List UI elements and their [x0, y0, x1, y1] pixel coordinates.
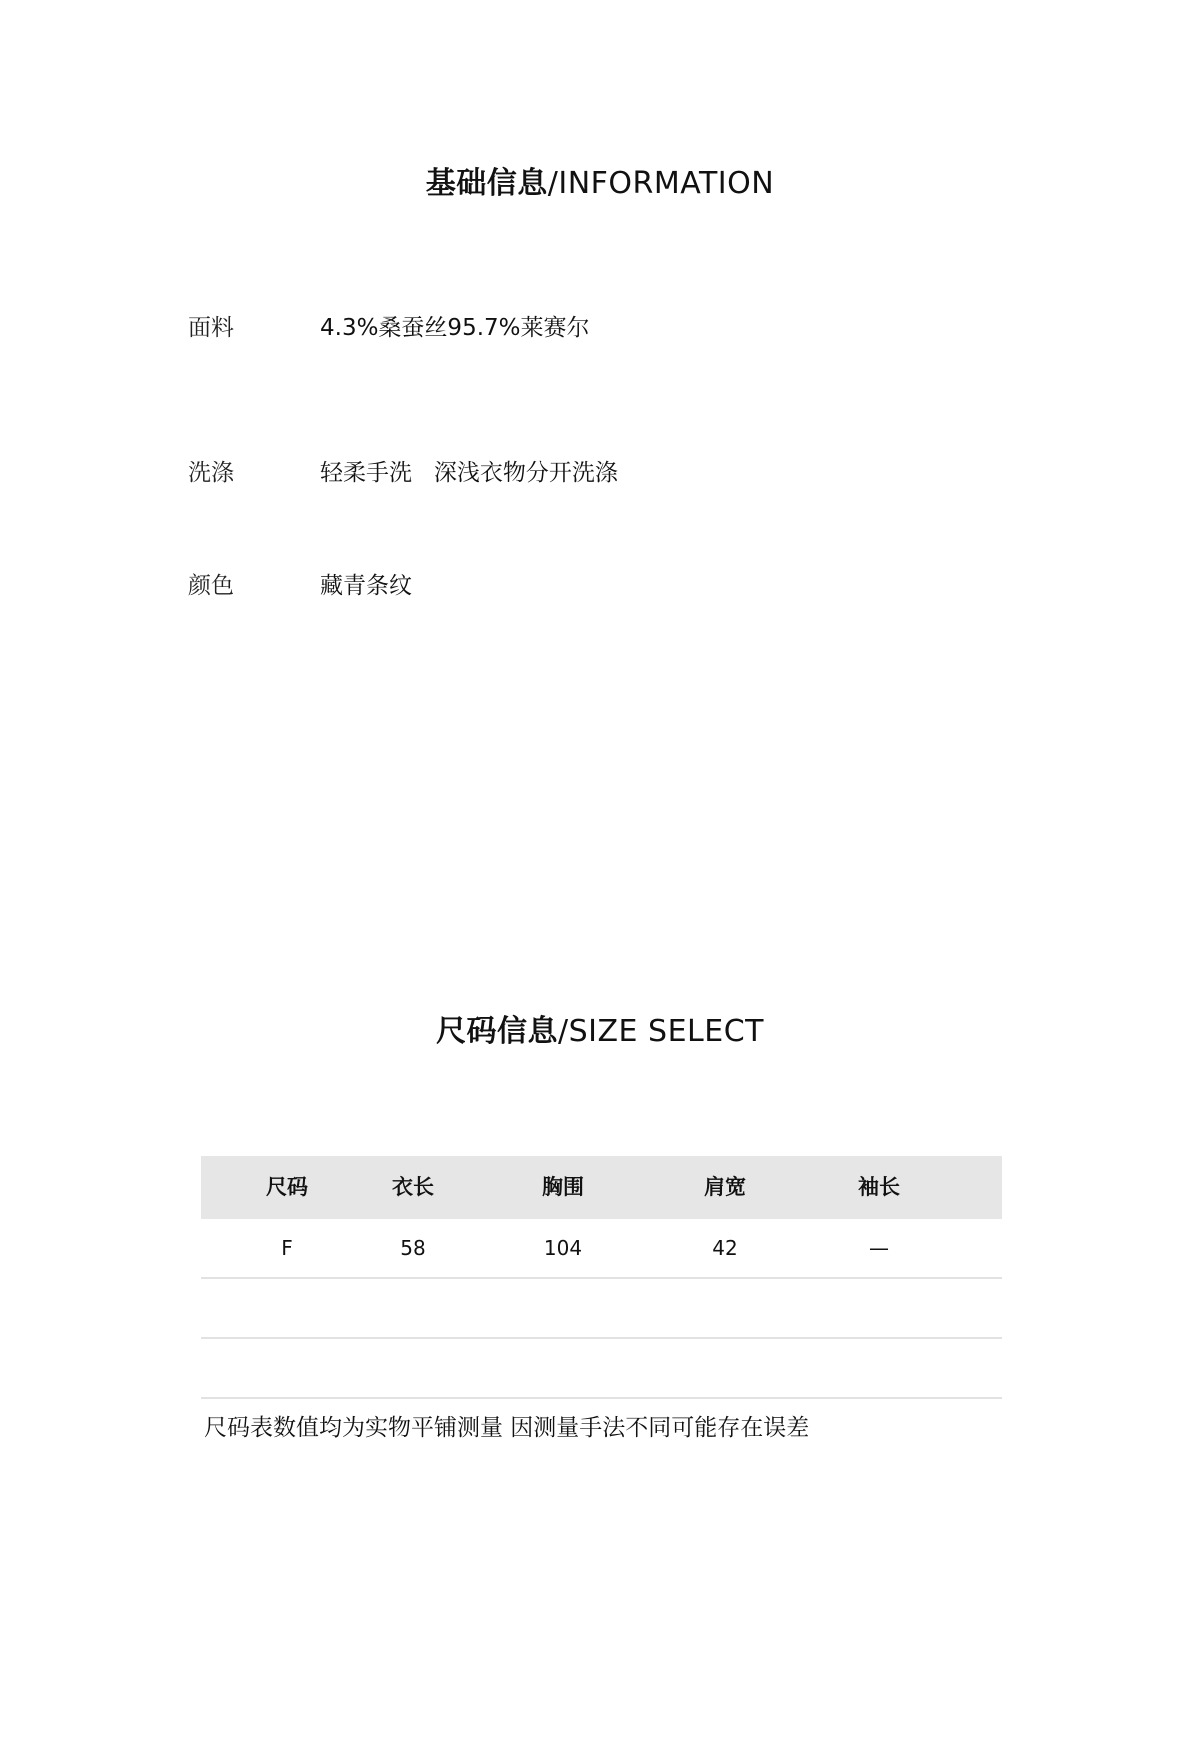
washing-label: 洗涤	[188, 460, 234, 486]
table-row	[201, 1219, 1002, 1279]
information-title-en: /INFORMATION	[547, 166, 775, 201]
information-title-cn: 基础信息	[425, 166, 548, 201]
size-title-cn: 尺码信息	[436, 1014, 558, 1049]
information-title	[0, 158, 1200, 202]
fabric-value: 4.3%桑蚕丝95.7%莱赛尔	[320, 315, 590, 341]
cell-sleeve: —	[869, 1236, 889, 1260]
color-value: 藏青条纹	[320, 573, 412, 599]
header-shoulder: 肩宽	[704, 1175, 746, 1199]
size-title-en: /SIZE SELECT	[558, 1014, 764, 1049]
table-row	[201, 1339, 1002, 1399]
cell-length: 58	[400, 1236, 426, 1260]
size-note: 尺码表数值均为实物平铺测量 因测量手法不同可能存在误差	[204, 1415, 810, 1441]
size-title	[0, 1006, 1200, 1050]
washing-value: 轻柔手洗 深浅衣物分开洗涤	[320, 460, 618, 486]
size-table	[201, 1156, 1002, 1399]
header-sleeve: 袖长	[858, 1175, 900, 1199]
cell-shoulder: 42	[712, 1236, 738, 1260]
cell-size: F	[281, 1236, 293, 1260]
header-length: 衣长	[392, 1175, 434, 1199]
header-chest: 胸围	[542, 1175, 584, 1199]
cell-chest: 104	[543, 1236, 583, 1260]
table-row	[201, 1279, 1002, 1339]
header-size: 尺码	[266, 1175, 308, 1199]
color-label: 颜色	[188, 573, 234, 599]
fabric-label: 面料	[188, 315, 234, 341]
size-table-header	[201, 1156, 1002, 1219]
